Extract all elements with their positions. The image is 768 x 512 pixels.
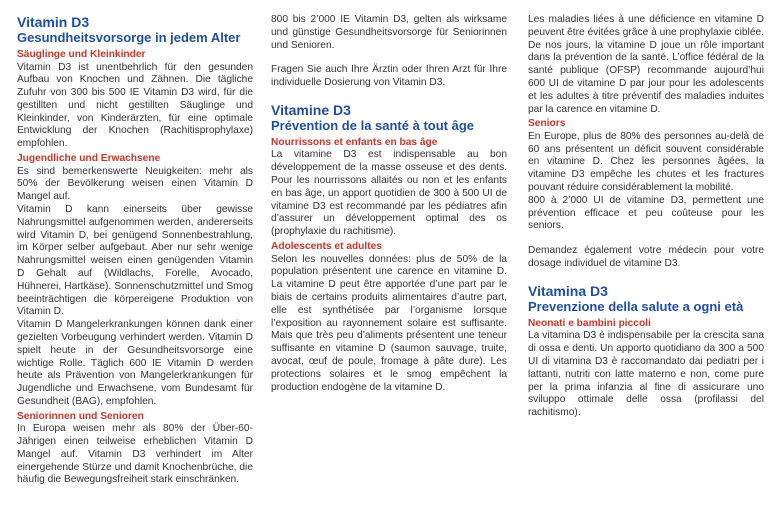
italian-subtitle: Prevenzione della salute a ogni età (528, 298, 744, 314)
french-seniors-text-2: 800 à 2’000 UI de vitamine D3, permettent une prévention efficace et peu coûteuse pour les seniors. (528, 194, 764, 232)
german-subtitle: Gesundheitsvorsorge in jedem Alter (17, 30, 241, 45)
german-title: Vitamin D3 (17, 14, 90, 30)
german-seniors-text-2: 800 bis 2’000 IE Vitamin D3, gelten als wirksame und günstige Gesundheitsvorsorge für Seniorinnen und Senioren. (271, 14, 507, 51)
spacer (528, 271, 764, 283)
german-closing: Fragen Sie auch Ihre Ärztin oder Ihren Arzt für Ihre individuelle Dosierung von Vitamin D3. (271, 64, 507, 89)
french-title: Vitamine D3 (271, 101, 351, 118)
german-infants-text: Vitamin D3 ist unentbehrlich für den gesunden Aufbau von Knochen und Zähnen. Die tägliche Zufuhr von 300 bis 500 IE Vitamin D3 wird, für die gestillten und nicht gestillten Säuglinge und Kleinkinder, von Kinderärzten, für eine optimale Entwicklung der Knochen (Rachitisprophylaxe) empfohlen. (17, 61, 253, 150)
german-seniors-text: In Europa weisen mehr als 80% der Über-60-Jährigen einen teilweise erheblichen Vitamin D Mangel auf. Vitamin D3 verhindert im Alter einergehende Stürze und damit Knochenbrüche, die häufig die Bewegungsfreiheit stark einschränken. (17, 423, 253, 486)
italian-title: Vitamina D3 (528, 282, 608, 299)
italian-infants-text: La vitamina D3 è indispensabile per la crescita sana di ossa e denti. Un apporto quotidiano da 300 a 500 UI di vitamina D3 è raccomandato dai pediatri per i lattanti, nutriti con latte materno e non, come pure per la prima infanzia al fine di assicurare uno sviluppo ottimale delle ossa (profilassi del rachitismo). (528, 330, 764, 419)
german-adults-text-3: Vitamin D Mangelerkrankungen können dank einer gezielten Vorbeugung verhindert werden. Vitamin D spielt heute in der Gesundheitsvorsorge eine wichtige Rolle. Täglich 600 IE Vitamin D werden heute als Prävention von Mangelerkrankungen für Jugendliche und Erwachsene, vom Bundesamt für Gesundheit (BAG), empfohlen. (17, 319, 253, 407)
spacer (271, 90, 507, 102)
column-right (528, 14, 764, 420)
german-seniors-heading: Seniorinnen und Senioren (17, 410, 144, 422)
french-seniors-heading: Seniors (528, 118, 566, 130)
french-adults-text: Selon les nouvelles données: plus de 50% de la population présentent une carence en vitamine D. La vitamine D peut être apportée d’une part par le biais de certains produits alimentaires d’autre part, elle est synthétisée par l’organisme lorsque l’exposition au rayonnement solaire est suffisante. Mais que très peu d’aliments présentent une teneur suffisante en vitamine D (saumon sauvage, truite, avocat, œuf de poule, fromage à pâte dure). Les protections solaires et le smog empêchent la production endogène de la vitamine D. (271, 253, 507, 393)
spacer (271, 52, 507, 64)
german-adults-heading: Jugendliche und Erwachsene (17, 153, 161, 165)
french-adults-text-cont: Les maladies liées à une déficience en vitamine D peuvent être évitées grâce à une prophylaxie ciblée. De nos jours, la vitamine D joue un rôle important dans la prévention de la santé. L’office fédéral de la santé publique (OFSP) recommande aujourd’hui 600 UI de vitamine D par jour pour les adolescents et les adultes à titre préventif des maladies induites par la carence en vitamine D. (528, 14, 764, 115)
french-subtitle: Prévention de la santé à tout âge (271, 117, 474, 133)
french-adults-heading: Adolescents et adultes (271, 241, 382, 253)
german-adults-text-2: Vitamin D kann einerseits über gewisse Nahrungsmittel aufgenommen werden, andererseits wird Vitamin D, bei genügend Sonnenbestrahlung, im Körper selber aufgebaut. Aber nur sehr wenige Nahrungsmittel weisen einen genügenden Vitamin D Gehalt auf (Wildlachs, Forelle, Avocado, Hühnerei, Hartkäse). Sonnenschutzmittel und Smog beeinträchtigen die körpereigene Produktion von Vitamin D. (17, 203, 253, 318)
french-infants-heading: Nourrissons et enfants en bas âge (271, 136, 438, 148)
french-infants-text: La vitamine D3 est indispensable au bon développement de la masse osseuse et des dents. Pour les nourrissons allaités ou non et les enfants en bas âge, un apport quotidien de 300 à 500 UI de vitamine D3 est recommandé par les pédiatres afin d’assurer un développement optimal des os (prophylaxie du rachitisme). (271, 149, 507, 238)
column-german (17, 14, 253, 487)
column-middle (271, 14, 507, 394)
italian-infants-heading: Neonati e bambini piccoli (528, 317, 651, 329)
french-seniors-text: En Europe, plus de 80% des personnes au-delà de 60 ans présentent un déficit souvent considérable en vitamine D. Chez les personnes âgées, la vitamine D3 empêche les chutes et les fractures pouvant réduire considérablement la mobilité. (528, 130, 764, 194)
german-infants-heading: Säuglinge und Kleinkinder (17, 49, 146, 60)
french-closing: Demandez également votre médecin pour votre dosage individuel de vitamine D3. (528, 245, 764, 270)
spacer (528, 233, 764, 245)
german-adults-text-1: Es sind bemerkenswerte Neuigkeiten: mehr als 50% der Bevölkerung weisen einen Vitamin D Mangel auf. (17, 165, 253, 203)
